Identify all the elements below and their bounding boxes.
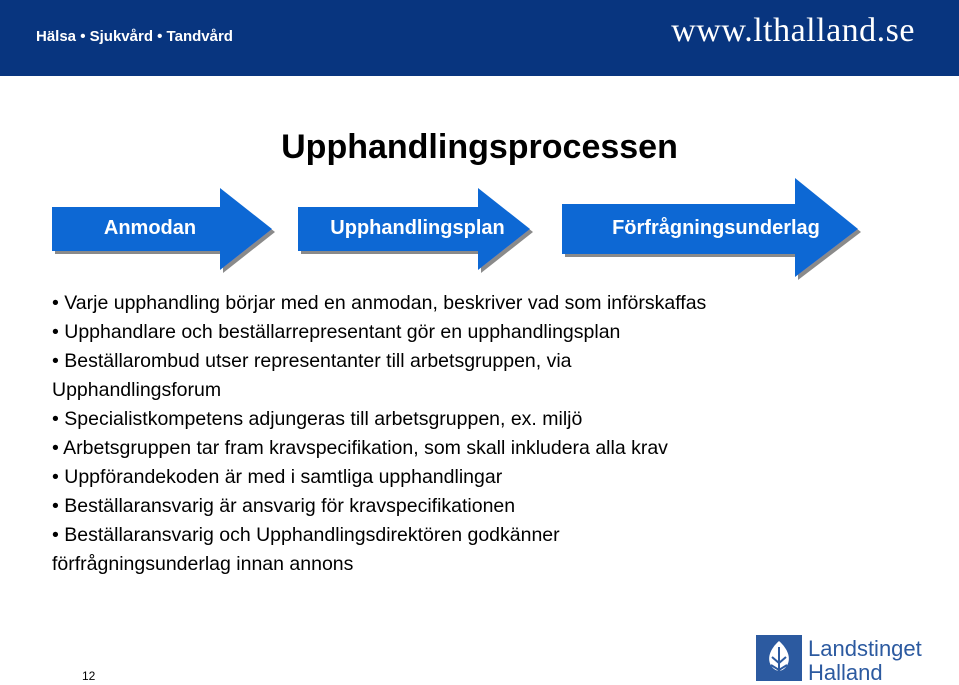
bullet-item: • Beställarombud utser representanter till arbetsgruppen, via [52,350,572,372]
page-title: Upphandlingsprocessen [281,128,678,166]
bullet-item-continuation: Upphandlingsforum [52,379,222,401]
logo-wordmark [808,637,922,685]
bullet-item: • Arbetsgruppen tar fram kravspecifikation, som skall inkludera alla krav [52,437,668,459]
bullet-item: • Beställaransvarig och Upphandlingsdirektören godkänner [52,524,560,546]
bullet-item: • Beställaransvarig är ansvarig för kravspecifikationen [52,495,516,517]
website-link[interactable]: www.lthalland.se [671,12,915,49]
logo-line-2: Halland [808,660,883,685]
bullet-item: • Specialistkompetens adjungeras till arbetsgruppen, ex. miljö [52,408,583,430]
process-flow [0,0,959,290]
bullet-item: • Uppförandekoden är med i samtliga upphandlingar [52,466,503,488]
logo-line-1: Landstinget [808,636,922,661]
landstinget-logo-icon [756,635,802,681]
header-tagline: Hälsa • Sjukvård • Tandvård [36,28,233,45]
bullet-list [52,289,932,579]
step-label-anmodan: Anmodan [103,217,197,239]
bullet-item: • Upphandlare och beställarrepresentant gör en upphandlingsplan [52,321,621,343]
bullet-item: • Varje upphandling börjar med en anmodan, beskriver vad som införskaffas [52,292,707,314]
step-label-upphandlingsplan: Upphandlingsplan [330,217,505,239]
step-label-forfragningsunderlag: Förfrågningsunderlag [612,217,820,239]
bullet-item-continuation: förfrågningsunderlag innan annons [52,553,354,575]
page-number: 12 [82,669,96,683]
